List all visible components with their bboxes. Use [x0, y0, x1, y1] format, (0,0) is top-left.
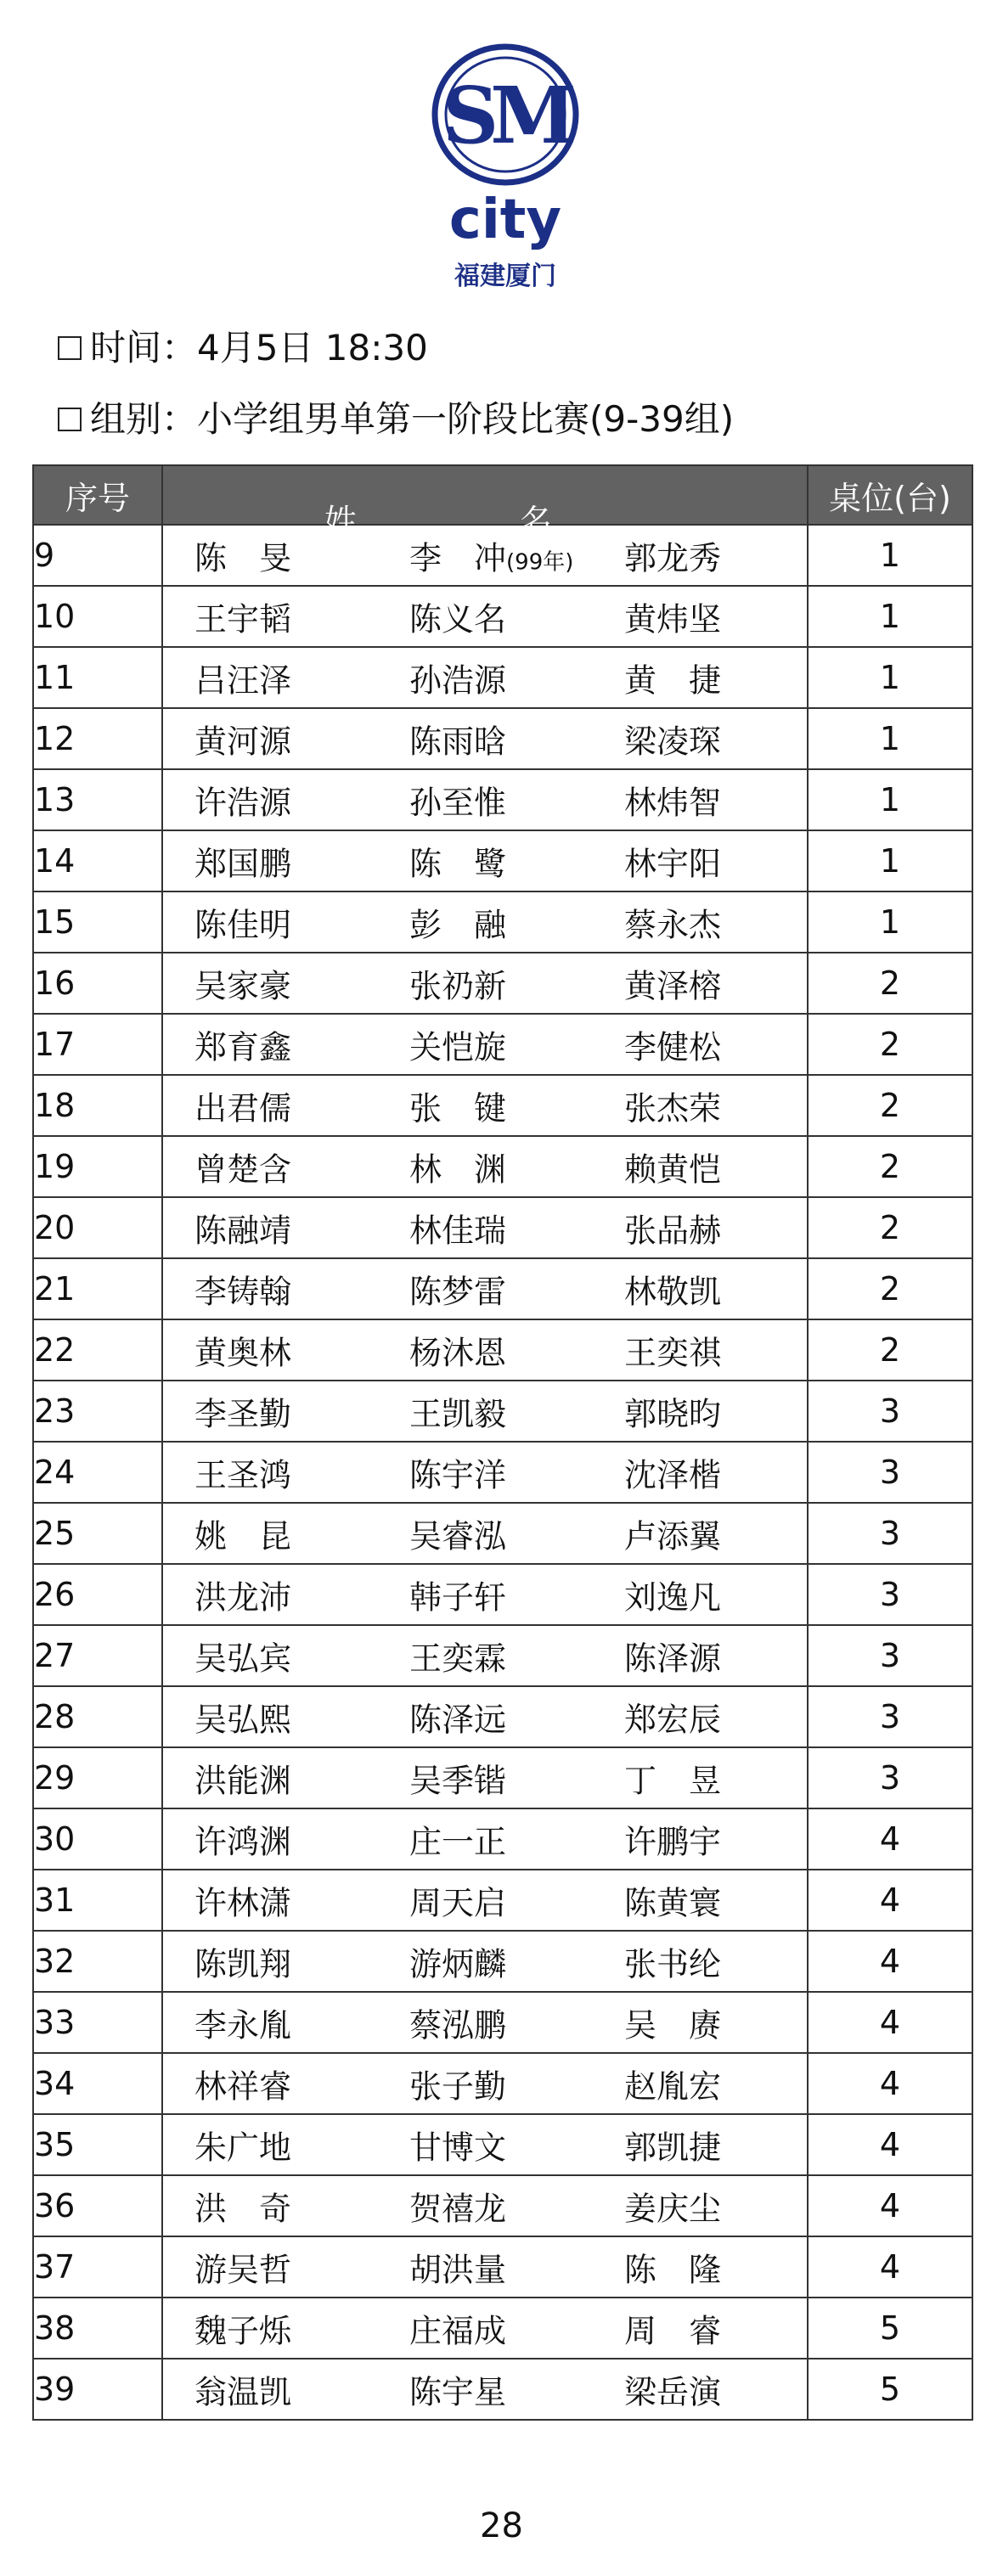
player-name-1: 许浩源 — [194, 784, 292, 822]
player-name-1: 吴弘熙 — [194, 1701, 292, 1739]
player-name-1: 洪龙沛 — [194, 1578, 292, 1617]
row-players — [162, 1442, 808, 1503]
table-row — [33, 1136, 972, 1197]
player-name-3: 黄泽榕 — [624, 967, 722, 1005]
table-row — [33, 1992, 972, 2053]
row-table-no: 2 — [808, 953, 972, 1014]
player-name-3: 郭晓昀 — [624, 1395, 722, 1433]
row-players — [162, 2236, 808, 2298]
row-table-no: 2 — [808, 1258, 972, 1319]
player-name-2-wrap — [409, 2305, 506, 2352]
player-name-1: 李圣勤 — [194, 1395, 292, 1433]
player-name-2: 贺禧龙 — [409, 2190, 507, 2228]
row-players — [162, 1870, 808, 1931]
row-table-no: 2 — [808, 1075, 972, 1136]
table-row — [33, 1625, 972, 1686]
player-name-3: 卢添翼 — [624, 1517, 722, 1555]
player-name-2: 张礽新 — [409, 967, 507, 1005]
player-name-2-note: (99年) — [506, 549, 574, 576]
row-table-no: 1 — [808, 586, 972, 647]
player-name-2-wrap — [409, 1510, 506, 1557]
player-name-3: 张杰荣 — [624, 1089, 722, 1128]
player-name-1: 许林潇 — [194, 1884, 292, 1922]
player-name-1: 吕汪泽 — [194, 661, 292, 700]
player-name-1: 姚 昆 — [194, 1517, 292, 1555]
row-seq: 26 — [33, 1564, 162, 1625]
row-seq: 12 — [33, 708, 162, 769]
player-name-2: 吴季锴 — [409, 1762, 507, 1800]
row-seq: 34 — [33, 2053, 162, 2114]
table-row — [33, 2359, 972, 2420]
player-name-1: 洪能渊 — [194, 1762, 292, 1800]
player-name-1: 李永胤 — [194, 2006, 292, 2044]
row-players — [162, 2359, 808, 2420]
table-row — [33, 769, 972, 830]
row-seq: 29 — [33, 1747, 162, 1808]
row-seq: 18 — [33, 1075, 162, 1136]
row-seq: 11 — [33, 647, 162, 708]
row-seq: 25 — [33, 1503, 162, 1564]
row-players — [162, 525, 808, 586]
roster-table — [32, 464, 973, 2421]
row-seq: 28 — [33, 1686, 162, 1747]
player-name-2: 王奕霖 — [409, 1640, 507, 1678]
row-table-no: 3 — [808, 1442, 972, 1503]
row-seq: 10 — [33, 586, 162, 647]
player-name-1: 出君儒 — [194, 1089, 292, 1128]
player-name-2: 陈泽远 — [409, 1701, 507, 1739]
player-name-2: 陈宇洋 — [409, 1456, 507, 1494]
player-name-1: 林祥睿 — [194, 2067, 292, 2106]
player-name-2-wrap — [409, 593, 506, 640]
row-table-no: 2 — [808, 1014, 972, 1075]
logo-brand-text: SM — [442, 70, 569, 161]
row-players — [162, 1564, 808, 1625]
player-name-3: 郑宏辰 — [624, 1701, 722, 1739]
group-line — [58, 394, 734, 445]
row-players — [162, 1931, 808, 1992]
row-table-no: 4 — [808, 1808, 972, 1870]
player-name-1: 魏子烁 — [194, 2312, 292, 2350]
row-table-no: 2 — [808, 1319, 972, 1381]
player-name-1: 洪 奇 — [194, 2190, 292, 2228]
logo-subtitle: 福建厦门 — [454, 262, 556, 291]
row-table-no: 1 — [808, 525, 972, 586]
player-name-2-wrap — [409, 716, 506, 762]
player-name-1: 陈佳明 — [194, 906, 292, 944]
row-seq: 35 — [33, 2114, 162, 2175]
row-seq: 22 — [33, 1319, 162, 1381]
row-players — [162, 891, 808, 953]
player-name-3: 张书纶 — [624, 1945, 722, 1983]
player-name-1: 黄河源 — [194, 723, 292, 761]
table-row — [33, 2298, 972, 2359]
player-name-3: 黄 捷 — [624, 661, 722, 700]
table-row — [33, 1442, 972, 1503]
row-seq: 37 — [33, 2236, 162, 2298]
row-seq: 14 — [33, 830, 162, 891]
table-row — [33, 830, 972, 891]
player-name-1: 游吴哲 — [194, 2251, 292, 2289]
player-name-3: 郭凯捷 — [624, 2129, 722, 2167]
row-players — [162, 647, 808, 708]
row-seq: 31 — [33, 1870, 162, 1931]
checkbox-icon — [58, 336, 82, 360]
table-row — [33, 647, 972, 708]
row-players — [162, 1747, 808, 1808]
player-name-2-wrap — [409, 1083, 506, 1129]
row-players — [162, 1381, 808, 1442]
row-players — [162, 830, 808, 891]
row-table-no: 1 — [808, 830, 972, 891]
player-name-2-wrap — [409, 1755, 506, 1802]
row-table-no: 4 — [808, 2236, 972, 2298]
player-name-2: 周天启 — [409, 1884, 507, 1922]
player-name-1: 吴弘宾 — [194, 1640, 292, 1678]
player-name-2-wrap — [409, 1694, 506, 1741]
row-seq: 36 — [33, 2175, 162, 2236]
page-number: 28 — [480, 2506, 523, 2545]
player-name-3: 姜庆尘 — [624, 2190, 722, 2228]
player-name-1: 陈凯翔 — [194, 1945, 292, 1983]
player-name-1: 许鸿渊 — [194, 1823, 292, 1861]
player-name-3: 陈泽源 — [624, 1640, 722, 1678]
row-seq: 23 — [33, 1381, 162, 1442]
table-row — [33, 2175, 972, 2236]
row-table-no: 5 — [808, 2359, 972, 2420]
header-seq: 序号 — [33, 465, 162, 525]
player-name-2-wrap — [409, 777, 506, 824]
table-header-row — [33, 465, 972, 525]
table-row — [33, 525, 972, 586]
player-name-2-wrap — [409, 1877, 506, 1924]
player-name-3: 刘逸凡 — [624, 1578, 722, 1617]
row-seq: 38 — [33, 2298, 162, 2359]
player-name-1: 陈 旻 — [194, 539, 292, 577]
row-table-no: 3 — [808, 1747, 972, 1808]
row-players — [162, 1014, 808, 1075]
player-name-2-wrap — [409, 1999, 506, 2046]
row-players — [162, 1197, 808, 1258]
player-name-1: 王宇韬 — [194, 600, 292, 638]
row-table-no: 3 — [808, 1564, 972, 1625]
player-name-2: 林佳瑞 — [409, 1212, 507, 1250]
player-name-2: 吴睿泓 — [409, 1517, 507, 1555]
table-row — [33, 1503, 972, 1564]
table-row — [33, 2114, 972, 2175]
player-name-2: 甘博文 — [409, 2129, 507, 2167]
time-text: 时间：4月5日 18:30 — [90, 327, 428, 368]
table-row — [33, 1870, 972, 1931]
player-name-1: 黄奥林 — [194, 1334, 292, 1372]
row-table-no: 5 — [808, 2298, 972, 2359]
row-seq: 24 — [33, 1442, 162, 1503]
table-row — [33, 2236, 972, 2298]
table-row — [33, 1014, 972, 1075]
table-row — [33, 1808, 972, 1870]
row-players — [162, 2175, 808, 2236]
player-name-2-wrap — [409, 1572, 506, 1618]
player-name-2-wrap — [409, 1021, 506, 1068]
row-players — [162, 1992, 808, 2053]
player-name-2-wrap — [409, 655, 506, 701]
player-name-3: 周 睿 — [624, 2312, 722, 2350]
group-text: 组别：小学组男单第一阶段比赛(9-39组) — [90, 398, 735, 440]
row-seq: 13 — [33, 769, 162, 830]
row-table-no: 4 — [808, 1870, 972, 1931]
player-name-2-wrap — [409, 960, 506, 1007]
player-name-2-wrap — [409, 1144, 506, 1190]
player-name-2: 胡洪量 — [409, 2251, 507, 2289]
player-name-3: 梁凌琛 — [624, 723, 722, 761]
player-name-2: 彭 融 — [409, 906, 507, 944]
row-seq: 30 — [33, 1808, 162, 1870]
player-name-3: 梁岳演 — [624, 2373, 722, 2411]
sm-city-logo — [425, 42, 586, 297]
player-name-1: 李铸翰 — [194, 1273, 292, 1311]
row-players — [162, 1625, 808, 1686]
row-players — [162, 1258, 808, 1319]
player-name-3: 赵胤宏 — [624, 2067, 722, 2106]
table-row — [33, 708, 972, 769]
player-name-2: 陈义名 — [409, 600, 507, 638]
player-name-2: 陈 鹭 — [409, 845, 507, 883]
player-name-2-wrap — [409, 2183, 506, 2230]
player-name-1: 陈融靖 — [194, 1212, 292, 1250]
row-seq: 16 — [33, 953, 162, 1014]
player-name-2-wrap — [409, 2244, 506, 2291]
player-name-2-wrap — [409, 1633, 506, 1679]
player-name-3: 张品赫 — [624, 1212, 722, 1250]
row-players — [162, 1136, 808, 1197]
player-name-2: 张 键 — [409, 1089, 507, 1128]
player-name-3: 吴 赓 — [624, 2006, 722, 2044]
row-seq: 39 — [33, 2359, 162, 2420]
row-players — [162, 2298, 808, 2359]
player-name-3: 陈黄寰 — [624, 1884, 722, 1922]
player-name-1: 朱广地 — [194, 2129, 292, 2167]
player-name-2: 陈雨晗 — [409, 723, 507, 761]
player-name-3: 丁 昱 — [624, 1762, 722, 1800]
sm-logo-icon — [425, 42, 586, 297]
row-seq: 19 — [33, 1136, 162, 1197]
player-name-2-wrap — [409, 1205, 506, 1251]
player-name-2: 李 冲 — [409, 539, 507, 577]
row-players — [162, 1319, 808, 1381]
player-name-1: 翁温凯 — [194, 2373, 292, 2411]
row-seq: 17 — [33, 1014, 162, 1075]
player-name-3: 林炜智 — [624, 784, 722, 822]
player-name-2: 张子勤 — [409, 2067, 507, 2106]
player-name-3: 赖黄恺 — [624, 1150, 722, 1189]
table-row — [33, 891, 972, 953]
player-name-1: 吴家豪 — [194, 967, 292, 1005]
table-row — [33, 1381, 972, 1442]
header-name-part1: 姓 — [324, 503, 358, 540]
checkbox-icon — [58, 408, 82, 431]
player-name-1: 郑育鑫 — [194, 1028, 292, 1066]
row-players — [162, 953, 808, 1014]
player-name-2-wrap — [409, 899, 506, 946]
row-table-no: 3 — [808, 1381, 972, 1442]
player-name-2: 孙至惟 — [409, 784, 507, 822]
player-name-2: 杨沐恩 — [409, 1334, 507, 1372]
table-row — [33, 1319, 972, 1381]
row-players — [162, 586, 808, 647]
player-name-3: 黄炜坚 — [624, 600, 722, 638]
row-table-no: 1 — [808, 891, 972, 953]
player-name-1: 王圣鸿 — [194, 1456, 292, 1494]
player-name-2-wrap — [409, 1327, 506, 1374]
table-row — [33, 1931, 972, 1992]
row-players — [162, 769, 808, 830]
row-table-no: 3 — [808, 1503, 972, 1564]
player-name-3: 沈泽楷 — [624, 1456, 722, 1494]
row-table-no: 1 — [808, 769, 972, 830]
player-name-3: 陈 隆 — [624, 2251, 722, 2289]
player-name-1: 郑国鹏 — [194, 845, 292, 883]
row-table-no: 2 — [808, 1197, 972, 1258]
row-seq: 33 — [33, 1992, 162, 2053]
player-name-2-wrap — [409, 1938, 506, 1985]
player-name-3: 林宇阳 — [624, 845, 722, 883]
player-name-2: 关恺旋 — [409, 1028, 507, 1066]
row-table-no: 2 — [808, 1136, 972, 1197]
roster-body — [33, 525, 972, 2420]
player-name-2: 游炳麟 — [409, 1945, 507, 1983]
table-row — [33, 1258, 972, 1319]
row-players — [162, 1808, 808, 1870]
row-players — [162, 1075, 808, 1136]
player-name-2: 王凯毅 — [409, 1395, 507, 1433]
row-table-no: 4 — [808, 2175, 972, 2236]
row-seq: 9 — [33, 525, 162, 586]
row-players — [162, 1686, 808, 1747]
row-seq: 27 — [33, 1625, 162, 1686]
player-name-2-wrap — [409, 1816, 506, 1863]
player-name-3: 许鹏宇 — [624, 1823, 722, 1861]
row-table-no: 4 — [808, 1992, 972, 2053]
table-row — [33, 586, 972, 647]
row-table-no: 1 — [808, 708, 972, 769]
table-row — [33, 1564, 972, 1625]
player-name-2-wrap — [409, 838, 506, 885]
header-table-no: 桌位(台) — [808, 465, 972, 525]
player-name-1: 曾楚含 — [194, 1150, 292, 1189]
row-players — [162, 1503, 808, 1564]
row-seq: 15 — [33, 891, 162, 953]
player-name-2-wrap — [409, 2366, 506, 2413]
table-row — [33, 1747, 972, 1808]
table-row — [33, 2053, 972, 2114]
player-name-3: 林敬凯 — [624, 1273, 722, 1311]
player-name-2: 庄福成 — [409, 2312, 507, 2350]
table-row — [33, 953, 972, 1014]
player-name-2: 林 渊 — [409, 1150, 507, 1189]
player-name-3: 王奕祺 — [624, 1334, 722, 1372]
row-seq: 32 — [33, 1931, 162, 1992]
player-name-2-wrap — [409, 1449, 506, 1496]
header-names — [162, 465, 808, 540]
player-name-2-wrap — [409, 1266, 506, 1313]
row-table-no: 4 — [808, 1931, 972, 1992]
time-line — [58, 323, 428, 374]
row-players — [162, 2114, 808, 2175]
table-row — [33, 1075, 972, 1136]
player-name-3: 郭龙秀 — [624, 539, 722, 577]
row-table-no: 4 — [808, 2053, 972, 2114]
player-name-2: 蔡泓鹏 — [409, 2006, 507, 2044]
row-table-no: 1 — [808, 647, 972, 708]
row-seq: 21 — [33, 1258, 162, 1319]
row-players — [162, 2053, 808, 2114]
player-name-2: 陈宇星 — [409, 2373, 507, 2411]
table-row — [33, 1197, 972, 1258]
player-name-2-wrap — [409, 2061, 506, 2107]
player-name-2: 孙浩源 — [409, 661, 507, 700]
player-name-2-wrap — [409, 1388, 506, 1435]
player-name-2: 陈梦雷 — [409, 1273, 507, 1311]
player-name-2: 韩子轩 — [409, 1578, 507, 1617]
row-seq: 20 — [33, 1197, 162, 1258]
player-name-2-wrap — [409, 2122, 506, 2168]
player-name-2: 庄一正 — [409, 1823, 507, 1861]
player-name-3: 蔡永杰 — [624, 906, 722, 944]
row-players — [162, 708, 808, 769]
row-table-no: 3 — [808, 1686, 972, 1747]
row-table-no: 3 — [808, 1625, 972, 1686]
logo-word: city — [448, 188, 562, 251]
table-row — [33, 1686, 972, 1747]
player-name-2-wrap — [409, 532, 573, 579]
row-table-no: 4 — [808, 2114, 972, 2175]
header-name-part2: 名 — [520, 503, 553, 540]
player-name-3: 李健松 — [624, 1028, 722, 1066]
